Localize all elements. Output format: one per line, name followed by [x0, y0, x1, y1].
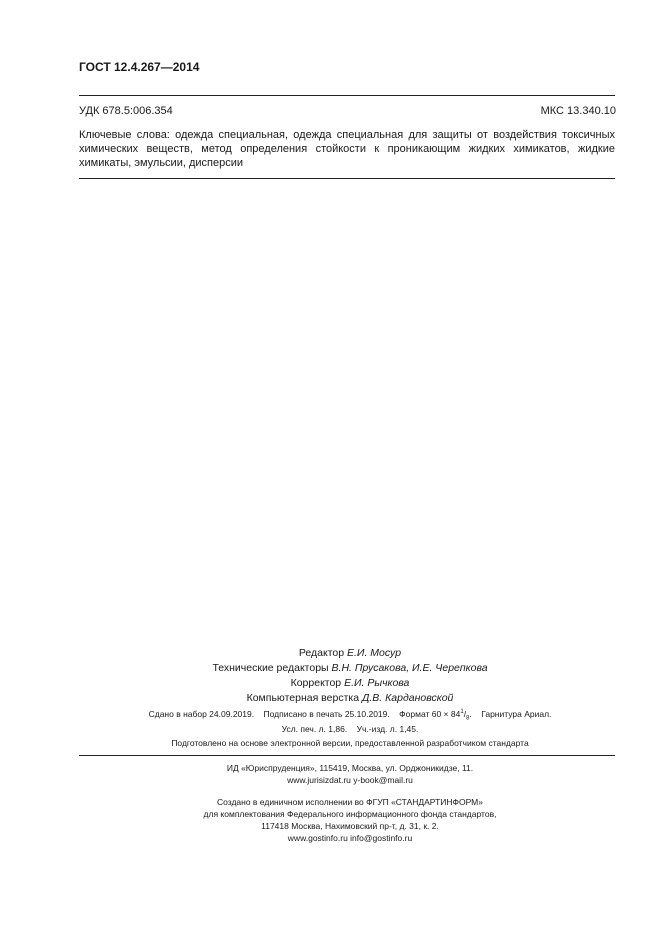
print-info-typeface: . Гарнитура Ариал.: [469, 709, 552, 719]
editor-line: [150, 646, 550, 661]
producer-line-4: www.gostinfo.ru info@gostinfo.ru: [287, 833, 413, 843]
producer-line-1: Создано в единичном исполнении во ФГУП «СТАНДАРТИНФОРМ»: [216, 797, 483, 807]
producer-block: [100, 796, 600, 844]
publisher-address: ИД «Юриспруденция», 115419, Москва, ул. Орджоникидзе, 11.: [226, 763, 474, 773]
layout-name: Д.В. Кардановской: [361, 692, 454, 704]
editor-name: Е.И. Мосур: [347, 647, 402, 659]
format-slash: /: [463, 709, 467, 719]
format-denominator: 8: [466, 715, 470, 722]
layout-label: Компьютерная верстка: [246, 692, 360, 704]
editor-label: Редактор: [298, 647, 345, 659]
print-info-dates: Сдано в набор 24.09.2019. Подписано в печать 25.10.2019. Формат 60 × 84: [148, 709, 461, 719]
corrector-name: Е.И. Рычкова: [344, 677, 410, 689]
document-code: ГОСТ 12.4.267—2014: [79, 60, 200, 74]
format-numerator: 1: [460, 709, 464, 716]
keywords-divider: [79, 178, 615, 179]
corrector-label: Корректор: [290, 677, 342, 689]
tech-editors-label: Технические редакторы: [212, 662, 329, 674]
corrector-line: [150, 676, 550, 691]
producer-line-3: 117418 Москва, Нахимовский пр-т, д. 31, к. 2.: [261, 821, 439, 831]
print-info-line-1: [100, 709, 600, 722]
tech-editors-names: В.Н. Прусакова, И.Е. Черепкова: [331, 662, 488, 674]
bottom-divider: [79, 755, 615, 756]
prepared-note: Подготовлено на основе электронной версии, предоставленной разработчиком стандарта: [171, 738, 529, 748]
tech-editors-line: [150, 661, 550, 676]
publisher-contacts: www.jurisizdat.ru y-book@mail.ru: [287, 775, 413, 785]
keywords-paragraph: Ключевые слова: одежда специальная, одежда специальная для защиты от воздействия токсичных химических веществ, метод определения стойкости к проникающим жидких химикатов, жидкие химикаты, эмульсии, дисперсии: [79, 129, 615, 169]
udk-code: УДК 678.5:006.354: [79, 105, 173, 117]
layout-line: [150, 691, 550, 706]
print-info-line-2: Усл. печ. л. 1,86. Уч.-изд. л. 1,45.: [281, 724, 419, 734]
top-divider: [79, 95, 615, 96]
mks-code: МКС 13.340.10: [540, 105, 616, 117]
publisher-block: [100, 762, 600, 786]
editorial-staff: [150, 646, 550, 706]
producer-line-2: для комплектования Федерального информационного фонда стандартов,: [203, 809, 497, 819]
